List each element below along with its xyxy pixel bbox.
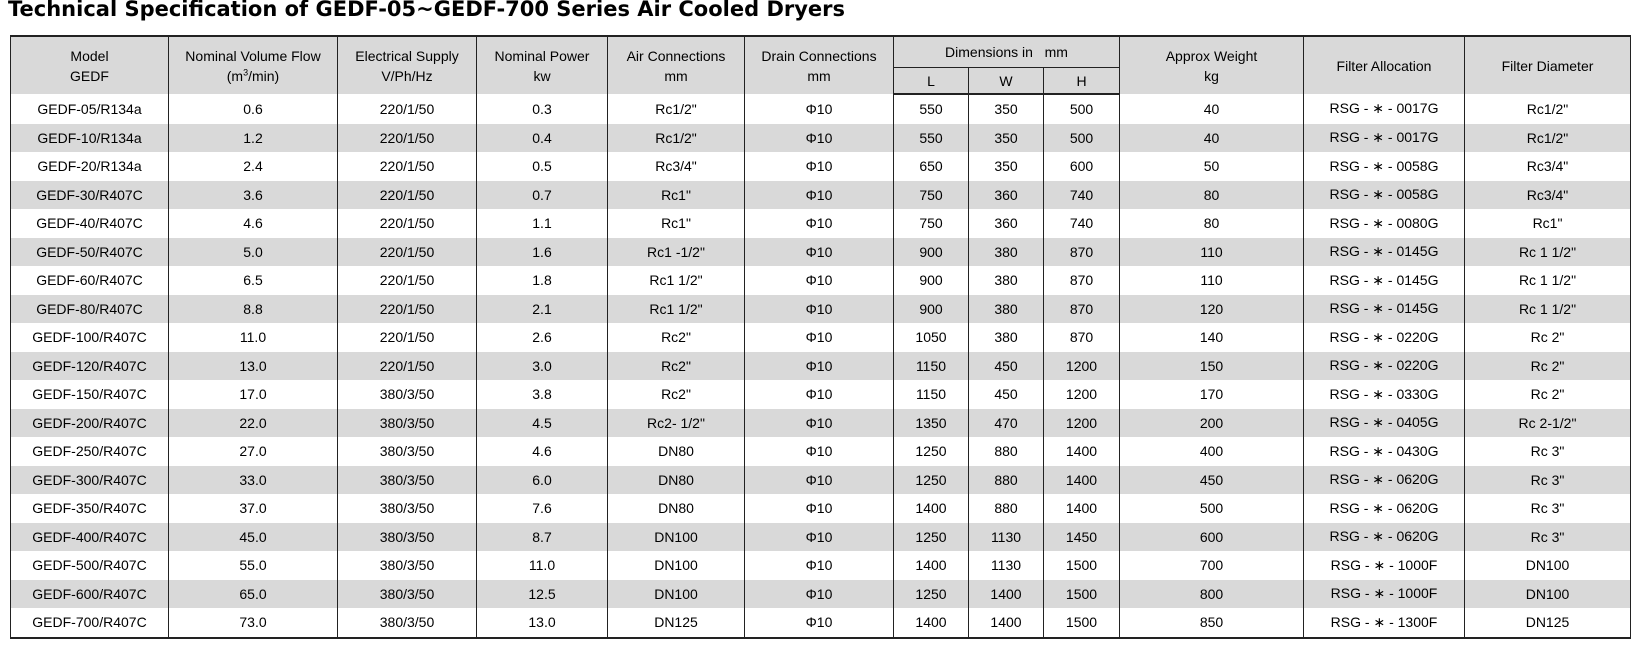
cell-approx-weight: 170 bbox=[1120, 380, 1304, 409]
cell-filter-diameter: Rc 1 1/2" bbox=[1465, 295, 1631, 324]
cell-filter-diameter: Rc 3" bbox=[1465, 437, 1631, 466]
cell-dim-l: 1250 bbox=[894, 523, 969, 552]
cell-model: GEDF-250/R407C bbox=[11, 437, 169, 466]
cell-model: GEDF-20/R134a bbox=[11, 152, 169, 181]
cell-drain-connection: Φ10 bbox=[745, 352, 894, 381]
cell-filter-allocation: RSG - ∗ - 0017G bbox=[1304, 124, 1465, 153]
cell-drain-connection: Φ10 bbox=[745, 551, 894, 580]
cell-model: GEDF-600/R407C bbox=[11, 580, 169, 609]
cell-drain-connection: Φ10 bbox=[745, 580, 894, 609]
cell-filter-allocation: RSG - ∗ - 0620G bbox=[1304, 523, 1465, 552]
table-body bbox=[11, 94, 1631, 638]
table-row bbox=[11, 238, 1631, 267]
cell-volume-flow: 4.6 bbox=[169, 209, 338, 238]
cell-air-connection: DN80 bbox=[608, 466, 745, 495]
cell-filter-allocation: RSG - ∗ - 0405G bbox=[1304, 409, 1465, 438]
cell-dim-w: 350 bbox=[969, 124, 1044, 153]
cell-drain-connection: Φ10 bbox=[745, 323, 894, 352]
cell-dim-l: 900 bbox=[894, 238, 969, 267]
header-volume-flow: Nominal Volume Flow $(m^3/\min)$ bbox=[169, 36, 338, 94]
table-row bbox=[11, 608, 1631, 638]
cell-dim-l: 1400 bbox=[894, 494, 969, 523]
cell-dim-l: 900 bbox=[894, 295, 969, 324]
cell-model: GEDF-80/R407C bbox=[11, 295, 169, 324]
cell-electrical-supply: 380/3/50 bbox=[338, 551, 477, 580]
cell-approx-weight: 700 bbox=[1120, 551, 1304, 580]
cell-nominal-power: 4.6 bbox=[477, 437, 608, 466]
cell-volume-flow: 2.4 bbox=[169, 152, 338, 181]
cell-volume-flow: 33.0 bbox=[169, 466, 338, 495]
header-model: Model GEDF bbox=[11, 36, 169, 94]
cell-nominal-power: 0.5 bbox=[477, 152, 608, 181]
cell-volume-flow: 5.0 bbox=[169, 238, 338, 267]
cell-filter-diameter: Rc 3" bbox=[1465, 523, 1631, 552]
cell-filter-diameter: Rc 2-1/2" bbox=[1465, 409, 1631, 438]
cell-dim-l: 1400 bbox=[894, 608, 969, 638]
cell-electrical-supply: 220/1/50 bbox=[338, 295, 477, 324]
cell-filter-diameter: Rc1" bbox=[1465, 209, 1631, 238]
cell-filter-diameter: Rc3/4" bbox=[1465, 181, 1631, 210]
cell-drain-connection: Φ10 bbox=[745, 152, 894, 181]
header-approx-weight: Approx Weight kg bbox=[1120, 36, 1304, 94]
cell-filter-allocation: RSG - ∗ - 0145G bbox=[1304, 266, 1465, 295]
cell-nominal-power: 1.8 bbox=[477, 266, 608, 295]
cell-filter-allocation: RSG - ∗ - 0220G bbox=[1304, 352, 1465, 381]
cell-dim-w: 1400 bbox=[969, 580, 1044, 609]
table-row bbox=[11, 266, 1631, 295]
cell-dim-w: 350 bbox=[969, 152, 1044, 181]
cell-air-connection: Rc2- 1/2" bbox=[608, 409, 745, 438]
cell-filter-allocation: RSG - ∗ - 0058G bbox=[1304, 181, 1465, 210]
cell-filter-diameter: Rc1/2" bbox=[1465, 94, 1631, 124]
cell-filter-allocation: RSG - ∗ - 1000F bbox=[1304, 551, 1465, 580]
table-row bbox=[11, 380, 1631, 409]
cell-air-connection: Rc2" bbox=[608, 323, 745, 352]
cell-nominal-power: 4.5 bbox=[477, 409, 608, 438]
cell-dim-w: 880 bbox=[969, 437, 1044, 466]
cell-dim-w: 470 bbox=[969, 409, 1044, 438]
cell-electrical-supply: 380/3/50 bbox=[338, 608, 477, 638]
cell-dim-l: 750 bbox=[894, 209, 969, 238]
cell-air-connection: DN100 bbox=[608, 580, 745, 609]
table-row bbox=[11, 352, 1631, 381]
cell-dim-w: 1130 bbox=[969, 551, 1044, 580]
cell-approx-weight: 450 bbox=[1120, 466, 1304, 495]
cell-approx-weight: 600 bbox=[1120, 523, 1304, 552]
cell-volume-flow: 8.8 bbox=[169, 295, 338, 324]
cell-model: GEDF-100/R407C bbox=[11, 323, 169, 352]
cell-air-connection: Rc1 1/2" bbox=[608, 295, 745, 324]
cell-model: GEDF-60/R407C bbox=[11, 266, 169, 295]
cell-volume-flow: 6.5 bbox=[169, 266, 338, 295]
cell-dim-w: 380 bbox=[969, 323, 1044, 352]
table-row bbox=[11, 437, 1631, 466]
cell-filter-diameter: Rc 2" bbox=[1465, 323, 1631, 352]
cell-dim-l: 550 bbox=[894, 124, 969, 153]
cell-filter-diameter: Rc 3" bbox=[1465, 494, 1631, 523]
cell-filter-diameter: Rc1/2" bbox=[1465, 124, 1631, 153]
cell-nominal-power: 3.8 bbox=[477, 380, 608, 409]
cell-nominal-power: 0.4 bbox=[477, 124, 608, 153]
cell-volume-flow: 3.6 bbox=[169, 181, 338, 210]
cell-dim-w: 1400 bbox=[969, 608, 1044, 638]
cell-filter-diameter: Rc3/4" bbox=[1465, 152, 1631, 181]
cell-dim-l: 650 bbox=[894, 152, 969, 181]
cell-dim-w: 1130 bbox=[969, 523, 1044, 552]
header-filter-diameter: Filter Diameter bbox=[1465, 36, 1631, 94]
cell-filter-diameter: Rc 2" bbox=[1465, 352, 1631, 381]
cell-nominal-power: 8.7 bbox=[477, 523, 608, 552]
table-row bbox=[11, 94, 1631, 124]
cell-dim-h: 1500 bbox=[1044, 551, 1120, 580]
cell-model: GEDF-200/R407C bbox=[11, 409, 169, 438]
cell-electrical-supply: 220/1/50 bbox=[338, 266, 477, 295]
cell-electrical-supply: 380/3/50 bbox=[338, 580, 477, 609]
table-row bbox=[11, 551, 1631, 580]
cell-drain-connection: Φ10 bbox=[745, 523, 894, 552]
cell-air-connection: Rc1 -1/2" bbox=[608, 238, 745, 267]
cell-model: GEDF-700/R407C bbox=[11, 608, 169, 638]
cell-filter-allocation: RSG - ∗ - 0080G bbox=[1304, 209, 1465, 238]
cell-volume-flow: 73.0 bbox=[169, 608, 338, 638]
cell-dim-h: 1400 bbox=[1044, 466, 1120, 495]
cell-dim-w: 350 bbox=[969, 94, 1044, 124]
cell-dim-l: 900 bbox=[894, 266, 969, 295]
cell-air-connection: DN125 bbox=[608, 608, 745, 638]
cell-dim-h: 1200 bbox=[1044, 380, 1120, 409]
cell-volume-flow: 45.0 bbox=[169, 523, 338, 552]
cell-dim-l: 750 bbox=[894, 181, 969, 210]
cell-dim-h: 1500 bbox=[1044, 608, 1120, 638]
cell-filter-allocation: RSG - ∗ - 0330G bbox=[1304, 380, 1465, 409]
cell-nominal-power: 0.3 bbox=[477, 94, 608, 124]
specification-table bbox=[10, 35, 1631, 639]
table-row bbox=[11, 295, 1631, 324]
cell-approx-weight: 110 bbox=[1120, 266, 1304, 295]
cell-dim-w: 380 bbox=[969, 266, 1044, 295]
cell-model: GEDF-400/R407C bbox=[11, 523, 169, 552]
cell-dim-w: 360 bbox=[969, 181, 1044, 210]
cell-model: GEDF-150/R407C bbox=[11, 380, 169, 409]
cell-electrical-supply: 380/3/50 bbox=[338, 494, 477, 523]
cell-drain-connection: Φ10 bbox=[745, 494, 894, 523]
cell-filter-allocation: RSG - ∗ - 0620G bbox=[1304, 466, 1465, 495]
cell-dim-l: 1350 bbox=[894, 409, 969, 438]
cell-dim-w: 360 bbox=[969, 209, 1044, 238]
cell-model: GEDF-350/R407C bbox=[11, 494, 169, 523]
cell-model: GEDF-300/R407C bbox=[11, 466, 169, 495]
cell-approx-weight: 40 bbox=[1120, 94, 1304, 124]
cell-drain-connection: Φ10 bbox=[745, 94, 894, 124]
cell-electrical-supply: 380/3/50 bbox=[338, 437, 477, 466]
cell-approx-weight: 110 bbox=[1120, 238, 1304, 267]
cell-filter-allocation: RSG - ∗ - 0430G bbox=[1304, 437, 1465, 466]
cell-electrical-supply: 220/1/50 bbox=[338, 323, 477, 352]
table-row bbox=[11, 152, 1631, 181]
cell-dim-h: 1500 bbox=[1044, 580, 1120, 609]
cell-dim-w: 450 bbox=[969, 352, 1044, 381]
cell-filter-allocation: RSG - ∗ - 0620G bbox=[1304, 494, 1465, 523]
cell-nominal-power: 6.0 bbox=[477, 466, 608, 495]
cell-model: GEDF-05/R134a bbox=[11, 94, 169, 124]
cell-filter-allocation: RSG - ∗ - 0017G bbox=[1304, 94, 1465, 124]
cell-dim-h: 1400 bbox=[1044, 437, 1120, 466]
table-row bbox=[11, 124, 1631, 153]
header-filter-allocation: Filter Allocation bbox=[1304, 36, 1465, 94]
cell-electrical-supply: 220/1/50 bbox=[338, 152, 477, 181]
cell-approx-weight: 80 bbox=[1120, 209, 1304, 238]
cell-drain-connection: Φ10 bbox=[745, 124, 894, 153]
cell-nominal-power: 1.1 bbox=[477, 209, 608, 238]
header-electrical-supply: Electrical Supply V/Ph/Hz bbox=[338, 36, 477, 94]
cell-air-connection: Rc1" bbox=[608, 209, 745, 238]
cell-dim-w: 880 bbox=[969, 494, 1044, 523]
cell-dim-h: 500 bbox=[1044, 124, 1120, 153]
cell-approx-weight: 200 bbox=[1120, 409, 1304, 438]
cell-approx-weight: 150 bbox=[1120, 352, 1304, 381]
cell-filter-allocation: RSG - ∗ - 1300F bbox=[1304, 608, 1465, 638]
cell-model: GEDF-120/R407C bbox=[11, 352, 169, 381]
cell-volume-flow: 22.0 bbox=[169, 409, 338, 438]
cell-dim-h: 1200 bbox=[1044, 352, 1120, 381]
header-dim-h: H bbox=[1044, 68, 1120, 95]
cell-electrical-supply: 220/1/50 bbox=[338, 238, 477, 267]
table-row bbox=[11, 323, 1631, 352]
cell-dim-w: 450 bbox=[969, 380, 1044, 409]
cell-volume-flow: 0.6 bbox=[169, 94, 338, 124]
cell-model: GEDF-50/R407C bbox=[11, 238, 169, 267]
cell-filter-diameter: DN100 bbox=[1465, 551, 1631, 580]
cell-filter-diameter: Rc 1 1/2" bbox=[1465, 266, 1631, 295]
table-row bbox=[11, 409, 1631, 438]
cell-nominal-power: 7.6 bbox=[477, 494, 608, 523]
header-dimensions: Dimensions in mm bbox=[894, 36, 1120, 68]
cell-drain-connection: Φ10 bbox=[745, 608, 894, 638]
cell-dim-w: 380 bbox=[969, 238, 1044, 267]
cell-dim-l: 550 bbox=[894, 94, 969, 124]
cell-filter-allocation: RSG - ∗ - 0145G bbox=[1304, 295, 1465, 324]
cell-drain-connection: Φ10 bbox=[745, 409, 894, 438]
cell-dim-l: 1150 bbox=[894, 352, 969, 381]
cell-air-connection: Rc1/2" bbox=[608, 94, 745, 124]
cell-dim-h: 870 bbox=[1044, 295, 1120, 324]
table-row bbox=[11, 466, 1631, 495]
cell-filter-diameter: DN125 bbox=[1465, 608, 1631, 638]
cell-approx-weight: 400 bbox=[1120, 437, 1304, 466]
cell-electrical-supply: 220/1/50 bbox=[338, 209, 477, 238]
cell-electrical-supply: 380/3/50 bbox=[338, 466, 477, 495]
page-title: Technical Specification of GEDF-05~GEDF-700 Series Air Cooled Dryers bbox=[8, 0, 846, 21]
cell-volume-flow: 17.0 bbox=[169, 380, 338, 409]
cell-electrical-supply: 380/3/50 bbox=[338, 409, 477, 438]
cell-nominal-power: 13.0 bbox=[477, 608, 608, 638]
table-row bbox=[11, 181, 1631, 210]
cell-nominal-power: 2.1 bbox=[477, 295, 608, 324]
cell-nominal-power: 12.5 bbox=[477, 580, 608, 609]
cell-drain-connection: Φ10 bbox=[745, 266, 894, 295]
cell-filter-allocation: RSG - ∗ - 0145G bbox=[1304, 238, 1465, 267]
cell-air-connection: Rc3/4" bbox=[608, 152, 745, 181]
cell-dim-w: 380 bbox=[969, 295, 1044, 324]
cell-model: GEDF-500/R407C bbox=[11, 551, 169, 580]
cell-air-connection: DN100 bbox=[608, 523, 745, 552]
cell-dim-l: 1400 bbox=[894, 551, 969, 580]
cell-dim-l: 1250 bbox=[894, 437, 969, 466]
cell-volume-flow: 55.0 bbox=[169, 551, 338, 580]
cell-drain-connection: Φ10 bbox=[745, 209, 894, 238]
cell-air-connection: Rc1" bbox=[608, 181, 745, 210]
cell-dim-w: 880 bbox=[969, 466, 1044, 495]
cell-air-connection: DN80 bbox=[608, 494, 745, 523]
cell-filter-allocation: RSG - ∗ - 0220G bbox=[1304, 323, 1465, 352]
cell-dim-h: 740 bbox=[1044, 209, 1120, 238]
cell-nominal-power: 11.0 bbox=[477, 551, 608, 580]
cell-filter-diameter: DN100 bbox=[1465, 580, 1631, 609]
cell-dim-h: 870 bbox=[1044, 266, 1120, 295]
header-nominal-power: Nominal Power kw bbox=[477, 36, 608, 94]
cell-approx-weight: 120 bbox=[1120, 295, 1304, 324]
cell-dim-h: 870 bbox=[1044, 323, 1120, 352]
cell-approx-weight: 140 bbox=[1120, 323, 1304, 352]
cell-model: GEDF-40/R407C bbox=[11, 209, 169, 238]
cell-dim-h: 870 bbox=[1044, 238, 1120, 267]
cell-volume-flow: 27.0 bbox=[169, 437, 338, 466]
cell-electrical-supply: 220/1/50 bbox=[338, 352, 477, 381]
cell-dim-h: 1400 bbox=[1044, 494, 1120, 523]
cell-nominal-power: 0.7 bbox=[477, 181, 608, 210]
cell-volume-flow: 11.0 bbox=[169, 323, 338, 352]
cell-filter-allocation: RSG - ∗ - 0058G bbox=[1304, 152, 1465, 181]
cell-electrical-supply: 220/1/50 bbox=[338, 124, 477, 153]
cell-volume-flow: 37.0 bbox=[169, 494, 338, 523]
table-row bbox=[11, 209, 1631, 238]
cell-approx-weight: 80 bbox=[1120, 181, 1304, 210]
cell-air-connection: Rc1 1/2" bbox=[608, 266, 745, 295]
cell-dim-l: 1050 bbox=[894, 323, 969, 352]
cell-dim-h: 500 bbox=[1044, 94, 1120, 124]
cell-dim-l: 1150 bbox=[894, 380, 969, 409]
cell-approx-weight: 850 bbox=[1120, 608, 1304, 638]
cell-approx-weight: 800 bbox=[1120, 580, 1304, 609]
cell-nominal-power: 1.6 bbox=[477, 238, 608, 267]
cell-electrical-supply: 380/3/50 bbox=[338, 523, 477, 552]
cell-drain-connection: Φ10 bbox=[745, 238, 894, 267]
cell-volume-flow: 1.2 bbox=[169, 124, 338, 153]
cell-model: GEDF-10/R134a bbox=[11, 124, 169, 153]
header-dim-w: W bbox=[969, 68, 1044, 95]
cell-nominal-power: 2.6 bbox=[477, 323, 608, 352]
cell-electrical-supply: 220/1/50 bbox=[338, 94, 477, 124]
cell-dim-l: 1250 bbox=[894, 580, 969, 609]
cell-dim-h: 1450 bbox=[1044, 523, 1120, 552]
cell-filter-diameter: Rc 3" bbox=[1465, 466, 1631, 495]
header-drain-connections: Drain Connections mm bbox=[745, 36, 894, 94]
cell-air-connection: Rc2" bbox=[608, 380, 745, 409]
cell-air-connection: DN100 bbox=[608, 551, 745, 580]
cell-dim-h: 740 bbox=[1044, 181, 1120, 210]
cell-drain-connection: Φ10 bbox=[745, 437, 894, 466]
table-row bbox=[11, 580, 1631, 609]
cell-drain-connection: Φ10 bbox=[745, 466, 894, 495]
cell-approx-weight: 50 bbox=[1120, 152, 1304, 181]
cell-approx-weight: 500 bbox=[1120, 494, 1304, 523]
cell-model: GEDF-30/R407C bbox=[11, 181, 169, 210]
cell-drain-connection: Φ10 bbox=[745, 295, 894, 324]
cell-filter-allocation: RSG - ∗ - 1000F bbox=[1304, 580, 1465, 609]
cell-drain-connection: Φ10 bbox=[745, 380, 894, 409]
header-dim-l: L bbox=[894, 68, 969, 95]
table-header bbox=[11, 36, 1631, 94]
cell-volume-flow: 65.0 bbox=[169, 580, 338, 609]
cell-air-connection: Rc2" bbox=[608, 352, 745, 381]
cell-approx-weight: 40 bbox=[1120, 124, 1304, 153]
cell-dim-h: 1200 bbox=[1044, 409, 1120, 438]
cell-filter-diameter: Rc 1 1/2" bbox=[1465, 238, 1631, 267]
table-row bbox=[11, 523, 1631, 552]
header-air-connections: Air Connections mm bbox=[608, 36, 745, 94]
cell-filter-diameter: Rc 2" bbox=[1465, 380, 1631, 409]
table-row bbox=[11, 494, 1631, 523]
cell-dim-h: 600 bbox=[1044, 152, 1120, 181]
cell-electrical-supply: 380/3/50 bbox=[338, 380, 477, 409]
cell-electrical-supply: 220/1/50 bbox=[338, 181, 477, 210]
cell-volume-flow: 13.0 bbox=[169, 352, 338, 381]
cell-nominal-power: 3.0 bbox=[477, 352, 608, 381]
cell-dim-l: 1250 bbox=[894, 466, 969, 495]
cell-drain-connection: Φ10 bbox=[745, 181, 894, 210]
cell-air-connection: DN80 bbox=[608, 437, 745, 466]
cell-air-connection: Rc1/2" bbox=[608, 124, 745, 153]
